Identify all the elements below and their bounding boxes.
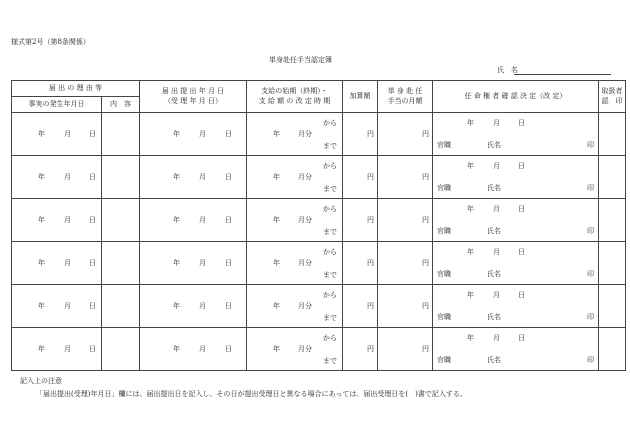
month-label: 月	[64, 302, 71, 310]
payment-start-header	[247, 81, 343, 113]
payment-period-cell[interactable]	[247, 199, 343, 242]
position-label: 官職	[437, 270, 451, 278]
addition-header: 加算額	[343, 81, 378, 113]
day-label: 日	[89, 345, 96, 353]
yen-label: 円	[422, 173, 429, 181]
filing-date-header-line2: （受 理 年 月 日）	[164, 97, 222, 105]
content-cell[interactable]	[102, 328, 140, 371]
seal-label: 印	[587, 141, 594, 149]
person-name-label: 氏名	[487, 313, 501, 321]
occurrence-date-cell[interactable]	[12, 328, 102, 371]
day-label: 日	[225, 173, 232, 181]
year-label: 年	[38, 259, 45, 267]
year-label: 年	[38, 302, 45, 310]
day-label: 日	[89, 173, 96, 181]
month-label: 月	[199, 302, 206, 310]
occurrence-date-cell[interactable]	[12, 156, 102, 199]
approval-header: 任 命 権 者 確 認 決 定（改 定）	[433, 81, 599, 113]
filing-date-cell[interactable]	[140, 242, 247, 285]
year-label: 年	[173, 173, 180, 181]
handler-seal-cell[interactable]	[599, 156, 626, 199]
seal-label: 印	[587, 184, 594, 192]
month-label: 月	[64, 345, 71, 353]
day-label: 日	[89, 216, 96, 224]
content-cell[interactable]	[102, 199, 140, 242]
monthly-amount-cell[interactable]	[378, 199, 433, 242]
approval-cell[interactable]	[433, 199, 599, 242]
day-label: 日	[225, 345, 232, 353]
yen-label: 円	[367, 259, 374, 267]
handler-seal-cell[interactable]	[599, 113, 626, 156]
person-name-label: 氏名	[487, 141, 501, 149]
from-label: から	[323, 119, 337, 127]
register-row	[12, 156, 626, 199]
year-label: 年	[38, 345, 45, 353]
yen-label: 円	[367, 216, 374, 224]
from-label: から	[323, 205, 337, 213]
handler-seal-cell[interactable]	[599, 285, 626, 328]
register-rows	[12, 113, 626, 371]
monthly-amount-cell[interactable]	[378, 328, 433, 371]
seal-label: 印	[587, 313, 594, 321]
handler-seal-header	[599, 81, 626, 113]
header-row-1	[12, 81, 626, 97]
yen-label: 円	[422, 130, 429, 138]
monthly-amount-cell[interactable]	[378, 285, 433, 328]
content-cell[interactable]	[102, 113, 140, 156]
day-label: 日	[225, 130, 232, 138]
filing-date-cell[interactable]	[140, 328, 247, 371]
day-label: 日	[225, 259, 232, 267]
approval-cell[interactable]	[433, 113, 599, 156]
content-cell[interactable]	[102, 242, 140, 285]
year-label: 年	[38, 173, 45, 181]
year-label: 年	[173, 130, 180, 138]
day-label: 日	[518, 205, 525, 213]
until-label: まで	[323, 142, 337, 150]
seal-label: 印	[587, 227, 594, 235]
filing-date-header	[140, 81, 247, 113]
month-label: 月	[199, 345, 206, 353]
year-label: 年	[467, 334, 474, 342]
day-label: 日	[518, 248, 525, 256]
day-label: 日	[89, 130, 96, 138]
payment-period-cell[interactable]	[247, 328, 343, 371]
until-label: まで	[323, 314, 337, 322]
day-label: 日	[89, 302, 96, 310]
until-label: まで	[323, 185, 337, 193]
year-label: 年	[173, 302, 180, 310]
day-label: 日	[518, 119, 525, 127]
person-name-label: 氏名	[487, 184, 501, 192]
document-title: 単身赴任手当認定簿	[269, 56, 332, 64]
notes-heading: 記入上の注意	[20, 377, 62, 385]
notes-text: 「届出提出(受理)年月日」欄には、届出提出日を記入し、その日が提出受理日と異なる場合にあっては、届出受理日を( )書で記入する。	[36, 390, 467, 398]
monthly-amount-header	[378, 81, 433, 113]
seal-label: 印	[587, 356, 594, 364]
from-label: から	[323, 162, 337, 170]
content-cell[interactable]	[102, 156, 140, 199]
handler-seal-cell[interactable]	[599, 242, 626, 285]
year-label: 年	[173, 345, 180, 353]
person-name-label: 氏名	[487, 270, 501, 278]
month-label: 月	[493, 291, 500, 299]
handler-header-line1: 取扱者	[601, 87, 623, 95]
month-label: 月	[199, 173, 206, 181]
monthly-amount-cell[interactable]	[378, 156, 433, 199]
name-signature-line	[514, 74, 611, 75]
monthly-amount-cell[interactable]	[378, 113, 433, 156]
day-label: 日	[518, 291, 525, 299]
month-label: 月	[64, 130, 71, 138]
from-label: から	[323, 334, 337, 342]
occurrence-date-cell[interactable]	[12, 242, 102, 285]
approval-cell[interactable]	[433, 242, 599, 285]
year-label: 年	[467, 248, 474, 256]
addition-cell[interactable]	[343, 113, 378, 156]
yen-label: 円	[422, 216, 429, 224]
year-label: 年	[273, 173, 280, 181]
month-label: 月	[493, 334, 500, 342]
day-label: 日	[518, 162, 525, 170]
month-label: 月	[493, 248, 500, 256]
month-label: 月	[493, 205, 500, 213]
addition-cell[interactable]	[343, 199, 378, 242]
filing-date-cell[interactable]	[140, 156, 247, 199]
month-label: 月	[64, 173, 71, 181]
filing-date-header-line1: 届 出 提 出 年 月 日	[161, 87, 225, 95]
seal-label: 印	[587, 270, 594, 278]
approval-cell[interactable]	[433, 156, 599, 199]
occurrence-date-cell[interactable]	[12, 199, 102, 242]
year-label: 年	[467, 162, 474, 170]
name-label: 氏 名	[497, 66, 518, 74]
addition-cell[interactable]	[343, 328, 378, 371]
position-label: 官職	[437, 356, 451, 364]
month-portion-label: 月分	[298, 302, 312, 310]
payment-period-cell[interactable]	[247, 285, 343, 328]
yen-label: 円	[422, 345, 429, 353]
month-label: 月	[64, 216, 71, 224]
year-label: 年	[467, 119, 474, 127]
register-row	[12, 113, 626, 156]
month-portion-label: 月分	[298, 130, 312, 138]
year-label: 年	[467, 205, 474, 213]
until-label: まで	[323, 271, 337, 279]
year-label: 年	[467, 291, 474, 299]
year-label: 年	[273, 216, 280, 224]
register-row	[12, 285, 626, 328]
handler-seal-cell[interactable]	[599, 199, 626, 242]
reason-group-header: 届 出 の 理 由 等	[12, 81, 140, 97]
month-portion-label: 月分	[298, 259, 312, 267]
month-label: 月	[199, 130, 206, 138]
payment-start-header-line2: 支 給 額 の 改 定 時 期	[258, 97, 331, 105]
position-label: 官職	[437, 227, 451, 235]
position-label: 官職	[437, 141, 451, 149]
monthly-amount-header-line2: 手当の月額	[387, 97, 423, 105]
from-label: から	[323, 291, 337, 299]
yen-label: 円	[422, 259, 429, 267]
from-label: から	[323, 248, 337, 256]
year-label: 年	[173, 216, 180, 224]
addition-cell[interactable]	[343, 242, 378, 285]
month-portion-label: 月分	[298, 173, 312, 181]
content-cell[interactable]	[102, 285, 140, 328]
filing-date-cell[interactable]	[140, 199, 247, 242]
register-row	[12, 199, 626, 242]
yen-label: 円	[367, 302, 374, 310]
month-label: 月	[199, 259, 206, 267]
handler-header-line2: 認 印	[601, 97, 623, 105]
day-label: 日	[518, 334, 525, 342]
handler-seal-cell[interactable]	[599, 328, 626, 371]
month-label: 月	[493, 162, 500, 170]
month-portion-label: 月分	[298, 345, 312, 353]
month-label: 月	[64, 259, 71, 267]
until-label: まで	[323, 228, 337, 236]
day-label: 日	[225, 302, 232, 310]
register-row	[12, 328, 626, 371]
position-label: 官職	[437, 313, 451, 321]
person-name-label: 氏名	[487, 227, 501, 235]
register-row	[12, 242, 626, 285]
until-label: まで	[323, 357, 337, 365]
filing-date-cell[interactable]	[140, 285, 247, 328]
occurrence-date-cell[interactable]	[12, 113, 102, 156]
month-portion-label: 月分	[298, 216, 312, 224]
year-label: 年	[273, 259, 280, 267]
day-label: 日	[225, 216, 232, 224]
payment-period-cell[interactable]	[247, 156, 343, 199]
occurrence-date-cell[interactable]	[12, 285, 102, 328]
monthly-amount-header-line1: 単 身 赴 任	[387, 87, 423, 95]
payment-period-cell[interactable]	[247, 113, 343, 156]
day-label: 日	[89, 259, 96, 267]
form-number: 様式第2号（第8条関係）	[11, 38, 90, 46]
filing-date-cell[interactable]	[140, 113, 247, 156]
approval-cell[interactable]	[433, 328, 599, 371]
payment-start-header-line1: 支給の始期（終期）・	[261, 87, 328, 95]
year-label: 年	[38, 130, 45, 138]
addition-cell[interactable]	[343, 156, 378, 199]
approval-cell[interactable]	[433, 285, 599, 328]
occurrence-date-header: 事実の発生年月日	[12, 97, 102, 113]
year-label: 年	[273, 345, 280, 353]
position-label: 官職	[437, 184, 451, 192]
monthly-amount-cell[interactable]	[378, 242, 433, 285]
year-label: 年	[273, 302, 280, 310]
register-table	[11, 80, 626, 371]
year-label: 年	[173, 259, 180, 267]
person-name-label: 氏名	[487, 356, 501, 364]
year-label: 年	[38, 216, 45, 224]
content-header: 内 容	[102, 97, 140, 113]
yen-label: 円	[422, 302, 429, 310]
year-label: 年	[273, 130, 280, 138]
addition-cell[interactable]	[343, 285, 378, 328]
month-label: 月	[493, 119, 500, 127]
yen-label: 円	[367, 130, 374, 138]
payment-period-cell[interactable]	[247, 242, 343, 285]
yen-label: 円	[367, 173, 374, 181]
yen-label: 円	[367, 345, 374, 353]
month-label: 月	[199, 216, 206, 224]
